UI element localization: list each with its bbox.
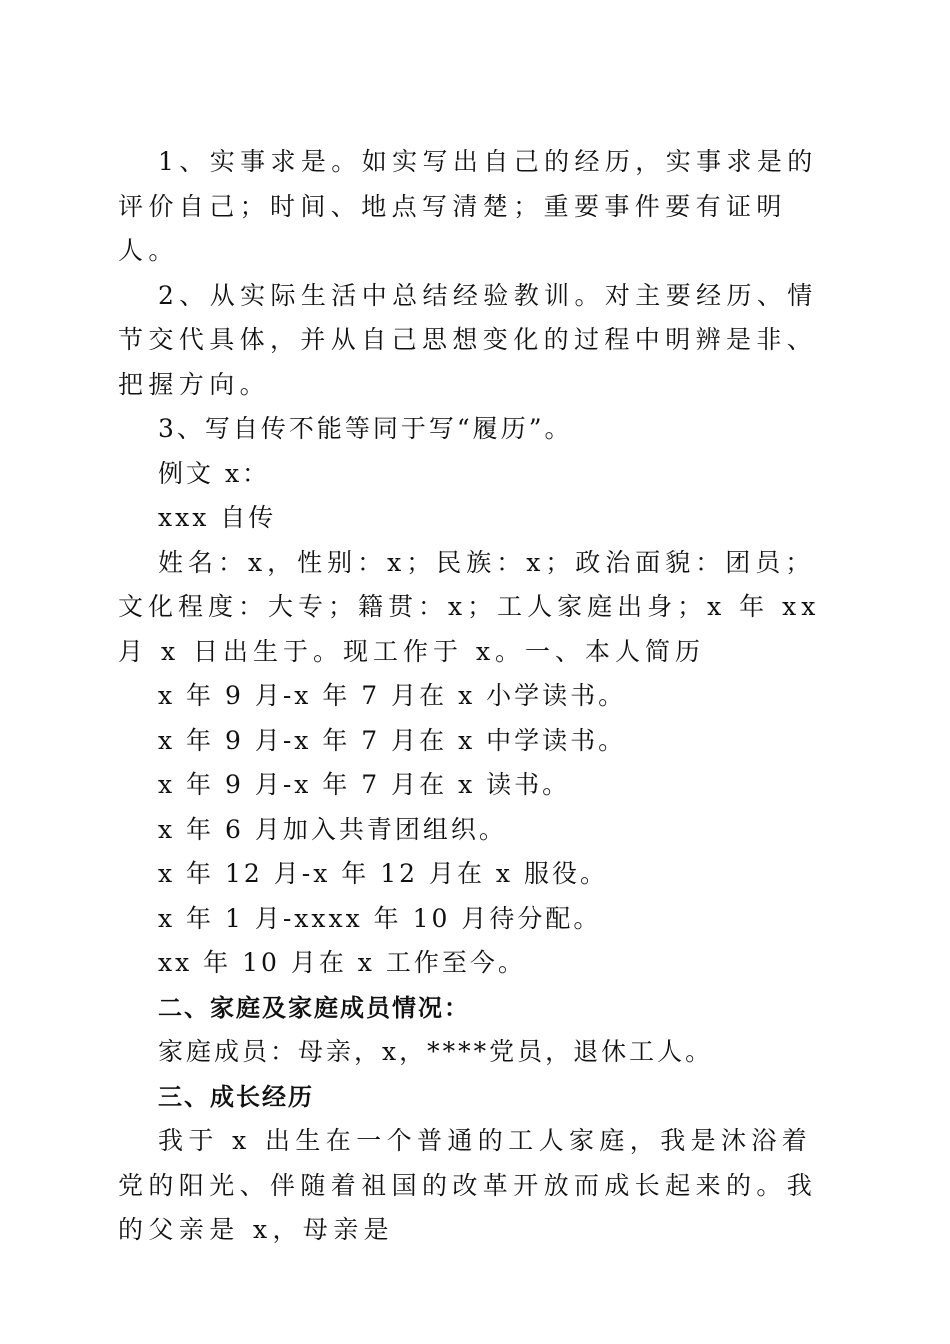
resume-item: x 年 9 月-x 年 7 月在 x 小学读书。 xyxy=(158,681,627,710)
resume-item: x 年 6 月加入共青团组织。 xyxy=(158,814,507,844)
section-heading-growth: 三、成长经历 xyxy=(158,1082,314,1111)
resume-item: x 年 1 月-xxxx 年 10 月待分配。 xyxy=(158,903,602,933)
resume-item: xx 年 10 月在 x 工作至今。 xyxy=(158,948,526,977)
growth-paragraph: 我于 x 出生在一个普通的工人家庭，我是沐浴着党的阳光、伴随着祖国的改革开放而成长起来的。我的父亲是 x，母亲是 xyxy=(118,1126,818,1244)
resume-item: x 年 9 月-x 年 7 月在 x 读书。 xyxy=(158,770,571,799)
section-heading-family: 二、家庭及家庭成员情况： xyxy=(158,993,470,1022)
family-members-paragraph: 家庭成员：母亲，x，****党员，退休工人。 xyxy=(158,1037,714,1066)
paragraph-principle-3: 3、写自传不能等同于写“履历”。 xyxy=(158,414,573,443)
paragraph-principle-2: 2、从实际生活中总结经验教训。对主要经历、情节交代具体，并从自己思想变化的过程中明辨是非、把握方向。 xyxy=(118,280,818,399)
personal-info-paragraph: 姓名：x，性别：x；民族：x；政治面貌：团员；文化程度：大专；籍贯：x；工人家庭出身；x 年 xx 月 x 日出生于。现工作于 x。一、本人简历 xyxy=(118,547,821,666)
example-label: 例文 x： xyxy=(158,458,271,488)
document-body xyxy=(118,140,838,1253)
paragraph-principle-1: 1、实事求是。如实写出自己的经历，实事求是的评价自己；时间、地点写清楚；重要事件要有证明人。 xyxy=(118,147,818,265)
resume-item: x 年 12 月-x 年 12 月在 x 服役。 xyxy=(158,859,608,888)
resume-item: x 年 9 月-x 年 7 月在 x 中学读书。 xyxy=(158,725,627,755)
autobiography-title: xxx 自传 xyxy=(158,503,277,532)
